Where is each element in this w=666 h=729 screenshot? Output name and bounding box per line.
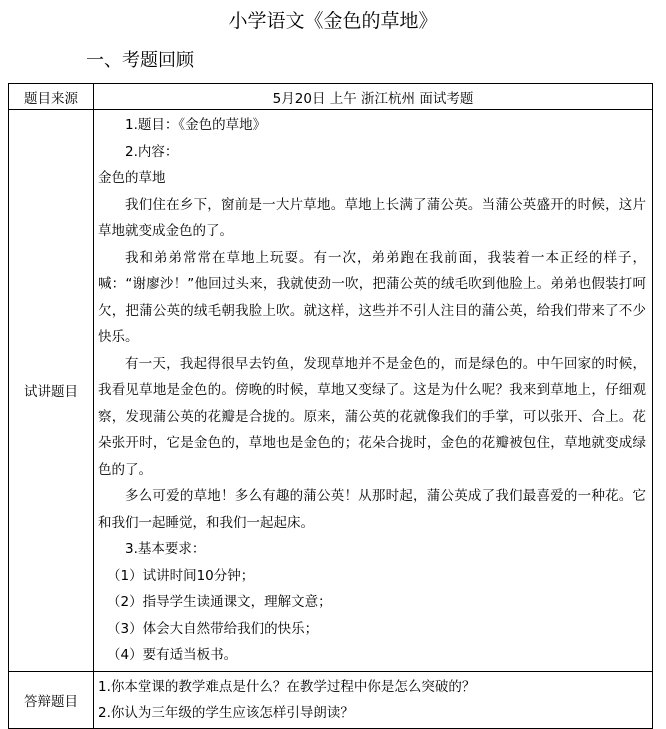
topic-line: 1.题目：《金色的草地》 [125,117,267,133]
requirement-item: （1）试讲时间10分钟； [107,567,255,584]
defense-question: 2.你认为三年级的学生应该怎样引导朗读？ [98,704,354,721]
passage-paragraph: 我和弟弟常常在草地上玩耍。有一次，弟弟跑在我前面，我装着一本正经的样子，喊：“谢廖沙！”他回过头来，我就使劲一吹，把蒲公英的绒毛吹到他脸上。弟弟也假装打呵欠，把蒲公英的绒毛朝我脸上吹。就这样，这些并不引人注目的蒲公英，给我们带来了不少快乐。 [98,249,646,345]
exam-review-table [8,83,653,729]
defense-label: 答辩题目 [9,671,94,728]
passage-paragraph: 我们住在乡下，窗前是一大片草地。草地上长满了蒲公英。当蒲公英盛开的时候，这片草地就变成金色的了。 [98,196,646,239]
defense-row [9,671,653,728]
passage-title: 金色的草地 [98,170,166,186]
requirements-label: 3.基本要求： [125,541,206,557]
requirement-item: （2）指导学生读通课文，理解文意； [107,594,332,610]
requirement-item: （4）要有适当板书。 [107,647,238,663]
requirement-item: （3）体会大自然带给我们的快乐； [107,620,319,637]
source-row [9,84,653,110]
section-heading: 一、考题回顾 [86,50,194,71]
document-title: 小学语文《金色的草地》 [228,10,438,32]
source-label: 题目来源 [9,84,94,110]
lecture-content [94,110,653,672]
lecture-row [9,110,653,672]
defense-question: 1.你本堂课的教学难点是什么？在教学过程中你是怎么突破的？ [98,678,476,695]
lecture-label: 试讲题目 [9,110,94,672]
content-label: 2.内容： [125,143,179,160]
passage-paragraph: 多么可爱的草地！多么有趣的蒲公英！从那时起，蒲公英成了我们最喜爱的一种花。它和我们一起睡觉，和我们一起起床。 [98,488,646,531]
source-value: 5月20日 上午 浙江杭州 面试考题 [94,84,653,110]
passage-paragraph: 有一天，我起得很早去钓鱼，发现草地并不是金色的，而是绿色的。中午回家的时候，我看见草地是金色的。傍晚的时候，草地又变绿了。这是为什么呢？我来到草地上，仔细观察，发现蒲公英的花瓣是合拢的。原来，蒲公英的花就像我们的手掌，可以张开、合上。花朵张开时，它是金色的，草地也是金色的；花朵合拢时，金色的花瓣被包住，草地就变成绿色的了。 [98,355,646,478]
defense-questions [94,671,653,728]
